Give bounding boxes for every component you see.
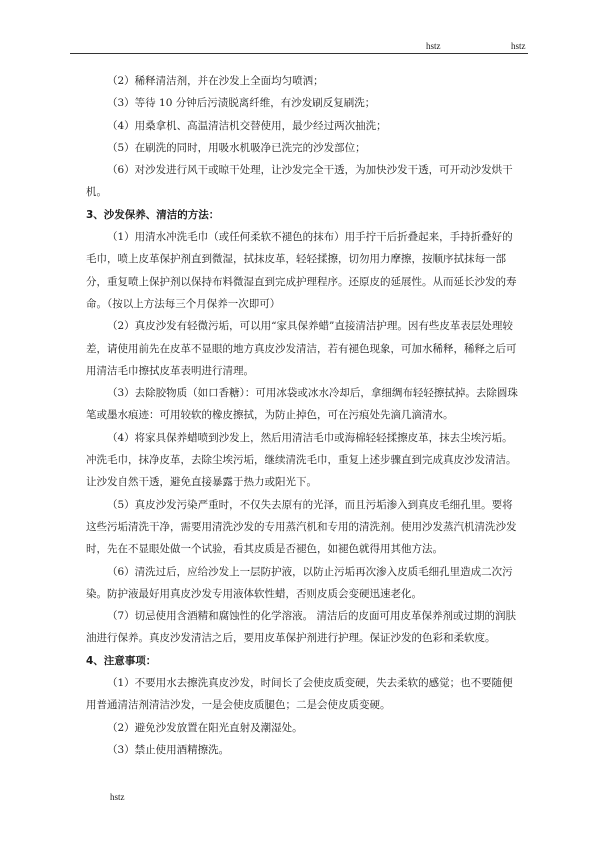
document-body — [86, 70, 520, 761]
care-item-4: （4）将家具保养蜡喷到沙发上，然后用清洁毛巾或海棉轻轻揉擦皮革，抹去尘埃污垢。冲洗毛巾，抹净皮革，去除尘埃污垢，继续清洗毛巾，重复上述步骤直到完成真皮沙发清洁。让沙发自然干透，避免直接暴露于热力或阳光下。 — [86, 431, 517, 489]
section-4-heading: 4、注意事项： — [86, 654, 157, 667]
care-item-6: （6）清洗过后，应给沙发上一层防护液，以防止污垢再次渗入皮质毛细孔里造成二次污染。防护液最好用真皮沙发专用液体软性蜡，否则皮质会变硬迅速老化。 — [86, 565, 513, 600]
notice-item-1: （1）不要用水去擦洗真皮沙发，时间长了会使皮质变硬，失去柔软的感觉；也不要随便用普通清洁剂清洁沙发，一是会使皮质腿色；二是会使皮质变硬。 — [86, 677, 513, 712]
care-item-1: （1）用清水冲洗毛巾（或任何柔软不褪色的抹布）用手拧干后折叠起来，手持折叠好的毛巾，喷上皮革保护剂直到微湿，拭抹皮革，轻轻揉擦，切勿用力摩擦，按顺序拭抹每一部分，重复喷上保护剂以保持布料微湿直到完成护理程序。还原皮的延展性。从而延长沙发的寿命。（按以上方法每三个月保养一次即可） — [86, 231, 517, 310]
care-item-5: （5）真皮沙发污染严重时，不仅失去原有的光泽，而且污垢渗入到真皮毛细孔里。要将这些污垢清洗干净，需要用清洗沙发的专用蒸汽机和专用的清洗剂。使用沙发蒸汽机清洗沙发时，先在不显眼处做一个试验，看其皮质是否褪色，如褪色就得用其他方法。 — [86, 498, 517, 556]
care-item-7: （7）切忌使用含酒精和腐蚀性的化学溶液。 清洁后的皮面可用皮革保养剂或过期的润肤油进行保养。真皮沙发清洁之后，要用皮革保护剂进行护理。保证沙发的色彩和柔软度。 — [86, 610, 517, 645]
header-right-text: hstz — [511, 41, 526, 51]
step-4-paragraph: （4）用桑拿机、高温清洁机交替使用，最少经过两次抽洗； — [107, 119, 387, 132]
section-3-heading: 3、沙发保养、清洁的方法： — [86, 208, 220, 221]
care-item-2: （2）真皮沙发有轻微污垢，可以用“家具保养蜡”直接清洁护理。因有些皮革表层处理较差，请使用前先在皮革不显眼的地方真皮沙发清洁，若有褪色现象，可加水稀释，稀释之后可用清洁毛巾擦拭皮革表明进行清理。 — [86, 320, 517, 377]
step-2-paragraph: （2）稀释清洁剂，并在沙发上全面均匀喷洒； — [107, 75, 324, 87]
care-item-3: （3）去除胶物质（如口香糖）：可用冰袋或冰水冷却后，拿细绸布轻轻擦拭掉。去除圆珠笔或墨水痕迹：可用较软的橡皮擦拭，为防止掉色，可在污痕处先滴几滴清水。 — [86, 387, 518, 422]
header-left-text: hstz — [426, 41, 441, 51]
footer-text: hstz — [110, 792, 125, 802]
header-rule — [70, 53, 528, 54]
step-5-paragraph: （5）在刷洗的同时，用吸水机吸净已洗完的沙发部位； — [107, 141, 366, 154]
notice-item-2: （2）避免沙发放置在阳光直射及潮湿处。 — [107, 721, 303, 734]
notice-item-3: （3）禁止使用酒精擦洗。 — [107, 743, 230, 756]
step-3-paragraph: （3）等待 10 分钟后污渍脱离纤维，有沙发刷反复刷洗； — [107, 97, 376, 110]
step-6-paragraph: （6）对沙发进行风干或晾干处理，让沙发完全干透，为加快沙发干透，可开动沙发烘干机。 — [86, 164, 513, 199]
